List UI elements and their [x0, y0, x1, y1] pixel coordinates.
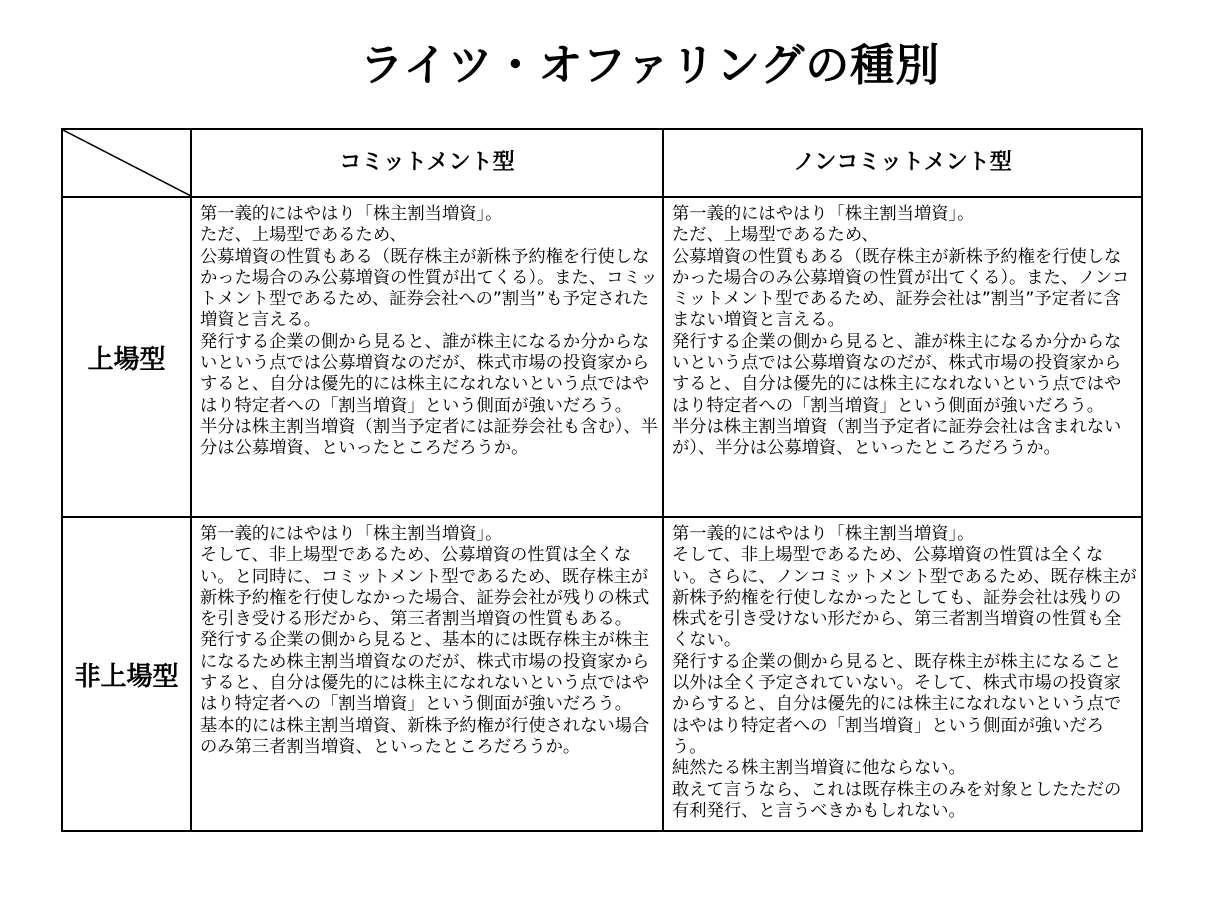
row-header-listed: 上場型	[87, 344, 166, 375]
corner-diagonal-line	[63, 130, 191, 196]
cell-unlisted-noncommitment: 第一義的にはやはり「株主割当増資」。 そして、非上場型であるため、公募増資の性質は全くない。さらに、ノンコミットメント型であるため、既存株主が新株予約権を行使しなかったとしても、証券会社は残りの株式を引き受けない形だから、第三者割当増資の性質も全くない。 発行する企業の側から見ると、既存株主が株主になること以外は全く予定されていない。そして、株式市場の投資家からすると、自分は優先的には株主になれないという点ではやはり特定者への「割当増資」という側面が強いだろう。 純然たる株主割当増資に他ならない。 敢えて言うなら、これは既存株主のみを対象としたただの有利発行、と言うべきかもしれない。	[672, 524, 1137, 821]
cell-listed-noncommitment: 第一義的にはやはり「株主割当増資」。 ただ、上場型であるため、 公募増資の性質もある（既存株主が新株予約権を行使しなかった場合のみ公募増資の性質が出てくる）。また、ノンコミットメント型であるため、証券会社は”割当”予定者に含まない増資と言える。 発行する企業の側から見ると、誰が株主になるか分からないという点では公募増資なのだが、株式市場の投資家からすると、自分は優先的には株主になれないという点ではやはり特定者への「割当増資」という側面が強いだろう。 半分は株主割当増資（割当予定者に証券会社は含まれないが）、半分は公募増資、といったところだろうか。	[672, 204, 1130, 459]
cell-unlisted-commitment: 第一義的にはやはり「株主割当増資」。 そして、非上場型であるため、公募増資の性質は全くない。と同時に、コミットメント型であるため、既存株主が新株予約権を行使しなかった場合、証券会社が残りの株式を引き受ける形だから、第三者割当増資の性質もある。 発行する企業の側から見ると、基本的には既存株主が株主になるため株主割当増資なのだが、株式市場の投資家からすると、自分は優先的には株主になれないという点ではやはり特定者への「割当増資」という側面が強いだろう。 基本的には株主割当増資、新株予約権が行使されない場合のみ第三者割当増資、といったところだろうか。	[200, 524, 650, 757]
row-header-unlisted: 非上場型	[74, 661, 179, 692]
column-header-commitment: コミットメント型	[339, 150, 515, 175]
offering-type-table	[61, 128, 1143, 832]
cell-listed-commitment: 第一義的にはやはり「株主割当増資」。 ただ、上場型であるため、 公募増資の性質もある（既存株主が新株予約権を行使しなかった場合のみ公募増資の性質が出てくる）。また、コミットメント型であるため、証券会社への”割当”も予定された増資と言える。 発行する企業の側から見ると、誰が株主になるか分からないという点では公募増資なのだが、株式市場の投資家からすると、自分は優先的には株主になれないという点ではやはり特定者への「割当増資」という側面が強いだろう。 半分は株主割当増資（割当予定者には証券会社も含む）、半分は公募増資、といったところだろうか。	[200, 204, 658, 459]
page-title: ライツ・オファリングの種別	[359, 40, 941, 91]
column-header-noncommitment: ノンコミットメント型	[793, 150, 1012, 175]
